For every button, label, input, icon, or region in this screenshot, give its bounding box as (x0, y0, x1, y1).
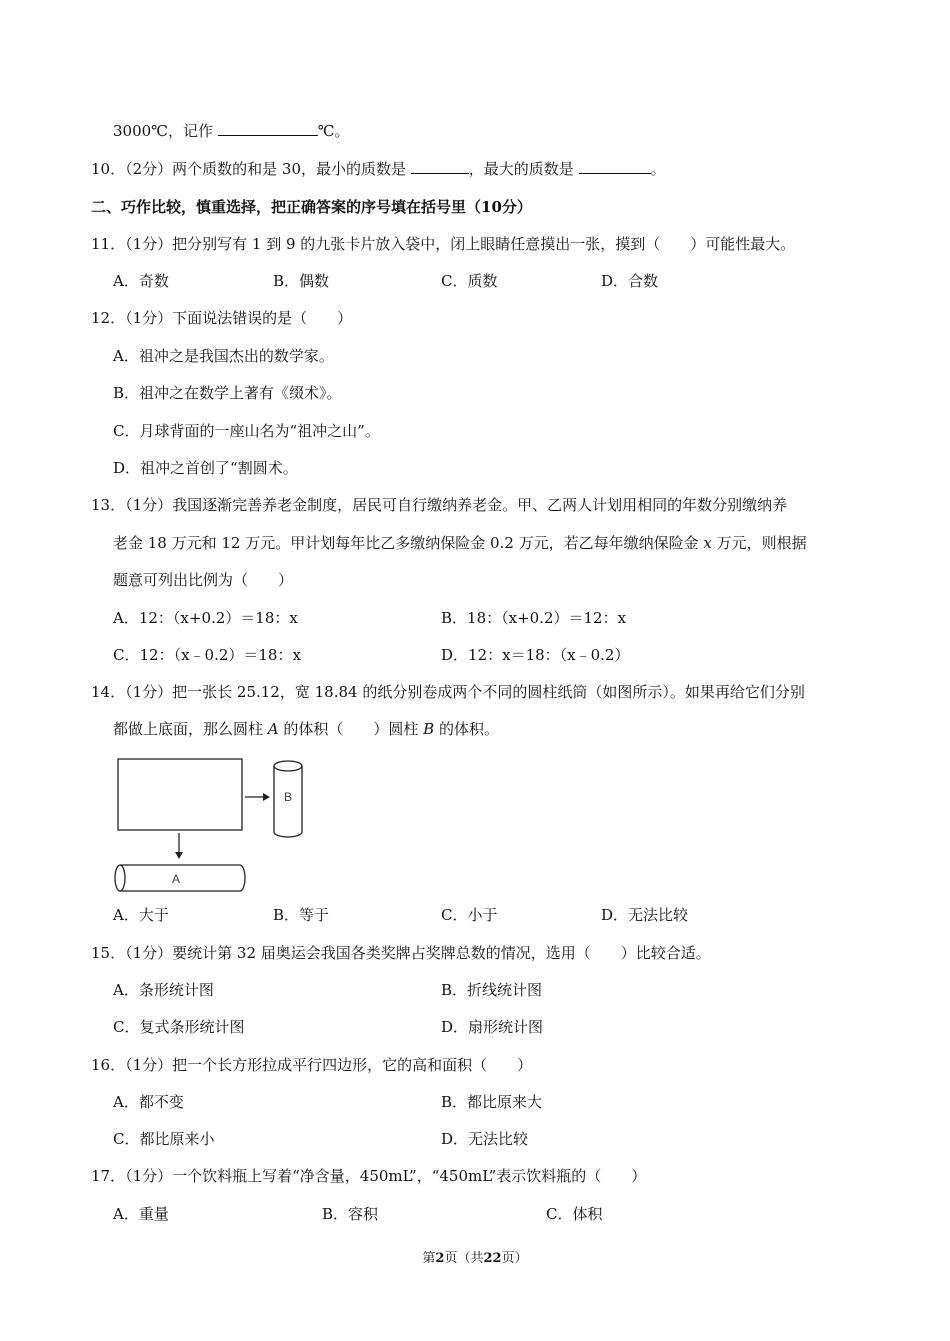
arrow-down-head (175, 852, 183, 859)
q14-option-c[interactable]: C．小于 (441, 906, 498, 924)
q11-option-a[interactable]: A．奇数 (113, 272, 169, 290)
q13-option-c[interactable]: C．12：（x﹣0.2）＝18：x (113, 646, 301, 664)
footer-mid: 页（共 (444, 1251, 484, 1266)
q12-option-d[interactable]: D．祖冲之首创了“割圆术。 (113, 459, 298, 477)
q11-option-d[interactable]: D．合数 (601, 272, 659, 290)
cylinder-a-label: A (172, 872, 181, 886)
q17-option-b[interactable]: B．容积 (322, 1205, 379, 1223)
q12-option-a[interactable]: A．祖冲之是我国杰出的数学家。 (113, 347, 334, 365)
footer-total-pages: 22 (483, 1251, 502, 1266)
q11-stem: 11．（1分）把分别写有 1 到 9 的九张卡片放入袋中，闭上眼睛任意摸出一张，摸到（ ）可能性最大。 (91, 235, 796, 253)
q11-option-c[interactable]: C．质数 (441, 272, 498, 290)
q14-line-2a: 都做上底面，那么圆柱 (113, 720, 268, 738)
q14-option-a[interactable]: A．大于 (113, 906, 169, 924)
cylinder-b-top (274, 761, 302, 771)
q17-stem: 17．（1分）一个饮料瓶上写着“净含量，450mL”，“450mL”表示饮料瓶的（ ） (91, 1167, 647, 1185)
q16-option-d[interactable]: D．无法比较 (441, 1130, 529, 1148)
q14-option-b[interactable]: B．等于 (273, 906, 330, 924)
q16-option-c[interactable]: C．都比原来小 (113, 1130, 215, 1148)
q9-tail-line (113, 121, 350, 141)
q14-line-1: 14．（1分）把一张长 25.12，宽 18.84 的纸分别卷成两个不同的圆柱纸筒（如图所示）。如果再给它们分别 (91, 683, 805, 701)
q14-line-2c: 的体积。 (434, 720, 499, 738)
q9-tail-post: ℃。 (317, 122, 350, 140)
q10-blank-max[interactable] (579, 159, 651, 174)
q11-option-b[interactable]: B．偶数 (273, 272, 330, 290)
q9-tail-pre: 3000℃，记作 (113, 122, 213, 140)
q15-option-a[interactable]: A．条形统计图 (113, 981, 214, 999)
q14-var-b: B (423, 720, 435, 738)
cylinder-a-left-end (115, 865, 125, 891)
q15-option-c[interactable]: C．复式条形统计图 (113, 1018, 245, 1036)
q12-stem: 12．（1分）下面说法错误的是（ ） (91, 309, 353, 327)
q12-option-b[interactable]: B．祖冲之在数学上著有《缀术》。 (113, 384, 342, 402)
q10-line (91, 159, 666, 179)
q10-post: 。 (650, 160, 666, 178)
q9-answer-blank[interactable] (218, 121, 318, 136)
q16-option-a[interactable]: A．都不变 (113, 1093, 184, 1111)
q13-var-x: x (703, 534, 712, 552)
q14-figure (108, 752, 318, 900)
q14-var-a: A (267, 720, 279, 738)
q15-option-b[interactable]: B．折线统计图 (441, 981, 543, 999)
q15-option-d[interactable]: D．扇形统计图 (441, 1018, 544, 1036)
page-footer (0, 1247, 950, 1266)
cylinder-b-label: B (284, 790, 293, 804)
q17-option-c[interactable]: C．体积 (546, 1205, 603, 1223)
q14-line-2b: 的体积（ ）圆柱 (278, 720, 424, 738)
cylinder-b-bottom (274, 832, 302, 837)
q10-pre: 10．（2分）两个质数的和是 30，最小的质数是 (91, 160, 406, 178)
footer-page-number: 2 (435, 1251, 445, 1266)
q13-line-1: 13．（1分）我国逐渐完善养老金制度，居民可自行缴纳养老金。甲、乙两人计划用相同的年数分别缴纳养 (91, 496, 788, 514)
q10-blank-min[interactable] (411, 159, 469, 174)
q14-option-d[interactable]: D．无法比较 (601, 906, 689, 924)
arrow-right-head (263, 793, 270, 801)
cylinder-a-right-end (240, 865, 245, 891)
q13-option-d[interactable]: D．12：x＝18：（x﹣0.2） (441, 646, 630, 664)
section-2-heading: 二、巧作比较，慎重选择，把正确答案的序号填在括号里（10分） (91, 198, 532, 216)
q17-option-a[interactable]: A．重量 (113, 1205, 169, 1223)
q15-stem: 15．（1分）要统计第 32 届奥运会我国各类奖牌占奖牌总数的情况，选用（ ）比较合适。 (91, 944, 711, 962)
q13-option-b[interactable]: B．18：（x+0.2）＝12：x (441, 609, 627, 627)
q10-mid: ，最大的质数是 (468, 160, 574, 178)
q14-line-2 (113, 719, 499, 739)
footer-post: 页） (501, 1251, 528, 1266)
q16-stem: 16．（1分）把一个长方形拉成平行四边形，它的高和面积（ ） (91, 1056, 533, 1074)
q13-line-3: 题意可列出比例为（ ） (113, 571, 294, 589)
q13-line-2b: 万元，则根据 (711, 534, 807, 552)
q12-option-c[interactable]: C．月球背面的一座山名为“祖冲之山”。 (113, 422, 380, 440)
q13-line-2 (113, 533, 807, 553)
q13-option-a[interactable]: A．12：（x+0.2）＝18：x (113, 609, 298, 627)
q16-option-b[interactable]: B．都比原来大 (441, 1093, 543, 1111)
footer-pre: 第 (422, 1251, 436, 1266)
paper-rectangle (118, 759, 242, 830)
q13-line-2a: 老金 18 万元和 12 万元。甲计划每年比乙多缴纳保险金 0.2 万元，若乙每年缴纳保险金 (113, 534, 704, 552)
